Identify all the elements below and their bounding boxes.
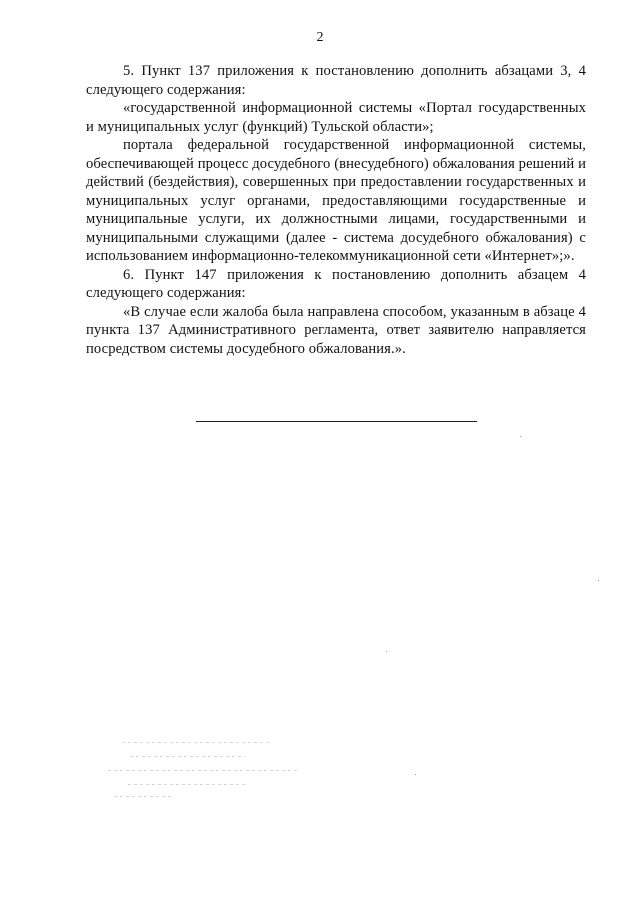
paragraph-federal-portal: портала федеральной государственной информационной системы, обеспечивающей процесс досудебного (внесудебного) обжалования решений и действий (бездействия), совершенных при предоставлении государственных и муниципальных услуг органами, предоставляющими государственные и муниципальные услуги, их должностными лицами, государственными и муниципальными служащими (далее - система досудебного обжалования) с использованием информационно-телекоммуникационной сети «Интернет»;». (86, 137, 586, 264)
paragraph-quote-complaint: «В случае если жалоба была направлена способом, указанным в абзаце 4 пункта 137 Административного регламента, ответ заявителю направляется посредством системы досудебного обжалования.». (86, 303, 586, 357)
scan-speck (520, 436, 521, 437)
scan-speck (598, 580, 599, 581)
separator-line (196, 421, 477, 422)
paragraph-item-6: 6. Пункт 147 приложения к постановлению дополнить абзацем 4 следующего содержания: (86, 266, 586, 301)
faint-stamp-mark (100, 736, 310, 806)
paragraph-quote-portal: «государственной информационной системы «Портал государственных и муниципальных услуг (функций) Тульской области»; (86, 100, 586, 135)
scan-speck (415, 774, 416, 775)
scan-speck (386, 651, 387, 652)
document-body (86, 62, 586, 358)
paragraph-item-5: 5. Пункт 137 приложения к постановлению дополнить абзацами 3, 4 следующего содержания: (86, 63, 586, 98)
page-number: 2 (316, 30, 324, 45)
